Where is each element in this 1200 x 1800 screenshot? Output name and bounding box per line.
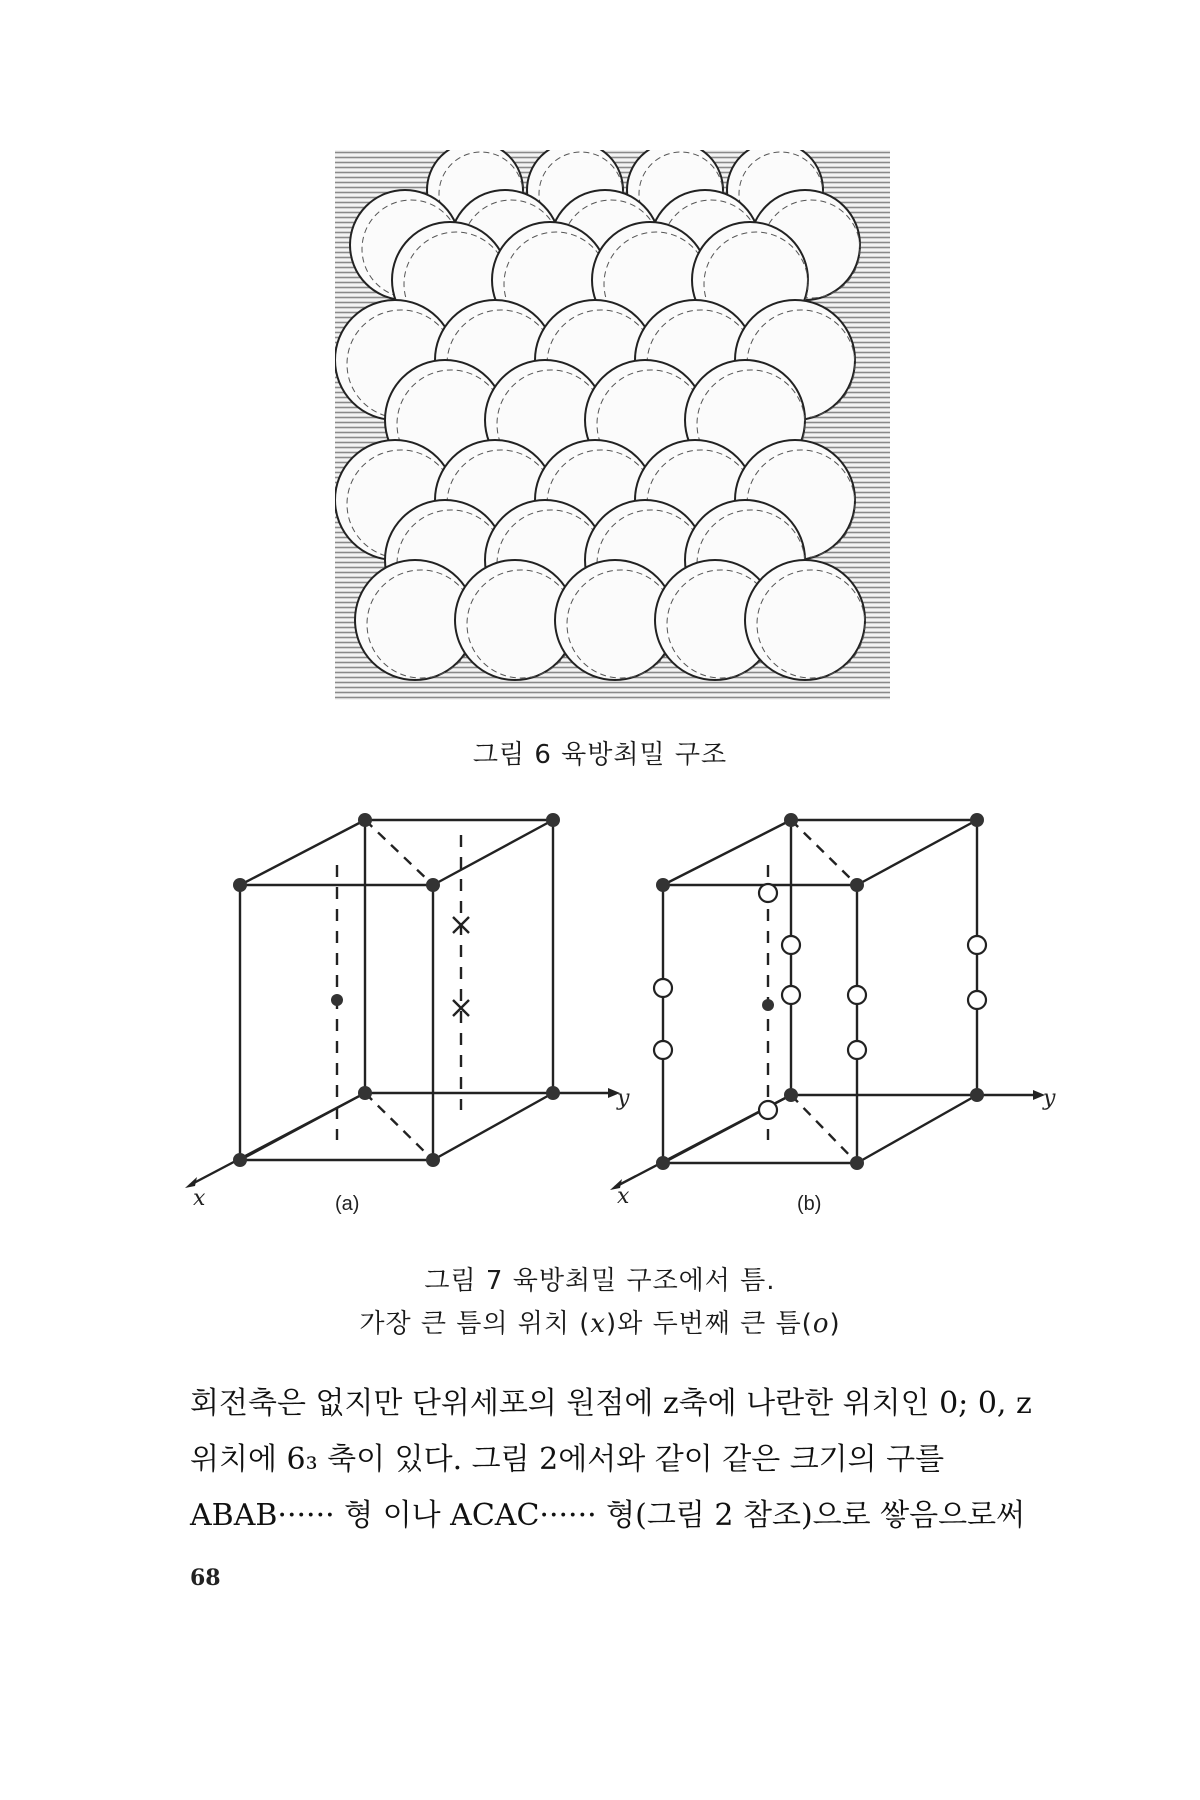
body-text-line-2: 위치에 6₃ 축이 있다. 그림 2에서와 같이 같은 크기의 구를: [190, 1442, 945, 1477]
figure-6-caption: 그림 6 육방최밀 구조: [472, 740, 728, 770]
panel-a: [190, 820, 610, 1185]
body-text-line-1: 회전축은 없지만 단위세포의 원점에 z축에 나란한 위치인 0; 0, z: [190, 1386, 1032, 1421]
panel-b-y-axis-label: y: [1043, 1086, 1056, 1111]
panel-b-x-axis-label: x: [617, 1184, 630, 1209]
hcp-structure-illustration: [335, 150, 890, 700]
panel-b-label: (b): [797, 1193, 822, 1215]
page-number: 68: [190, 1565, 221, 1591]
hcp-interstitial-diagram: [185, 805, 1085, 1215]
figure-7-caption-line1: 그림 7 육방최밀 구조에서 틈.: [424, 1266, 776, 1296]
panel-a-y-axis-label: y: [617, 1086, 630, 1111]
body-text-line-3: ABAB······ 형 이나 ACAC······ 형(그림 2 참조)으로 쌓음으로써: [190, 1498, 1026, 1533]
sphere: [745, 560, 865, 680]
panel-a-x-axis-label: x: [193, 1186, 206, 1211]
panel-a-label: (a): [335, 1193, 360, 1215]
figure-7-caption-line2: 가장 큰 틈의 위치 (x)와 두번째 큰 틈(o): [359, 1309, 841, 1339]
